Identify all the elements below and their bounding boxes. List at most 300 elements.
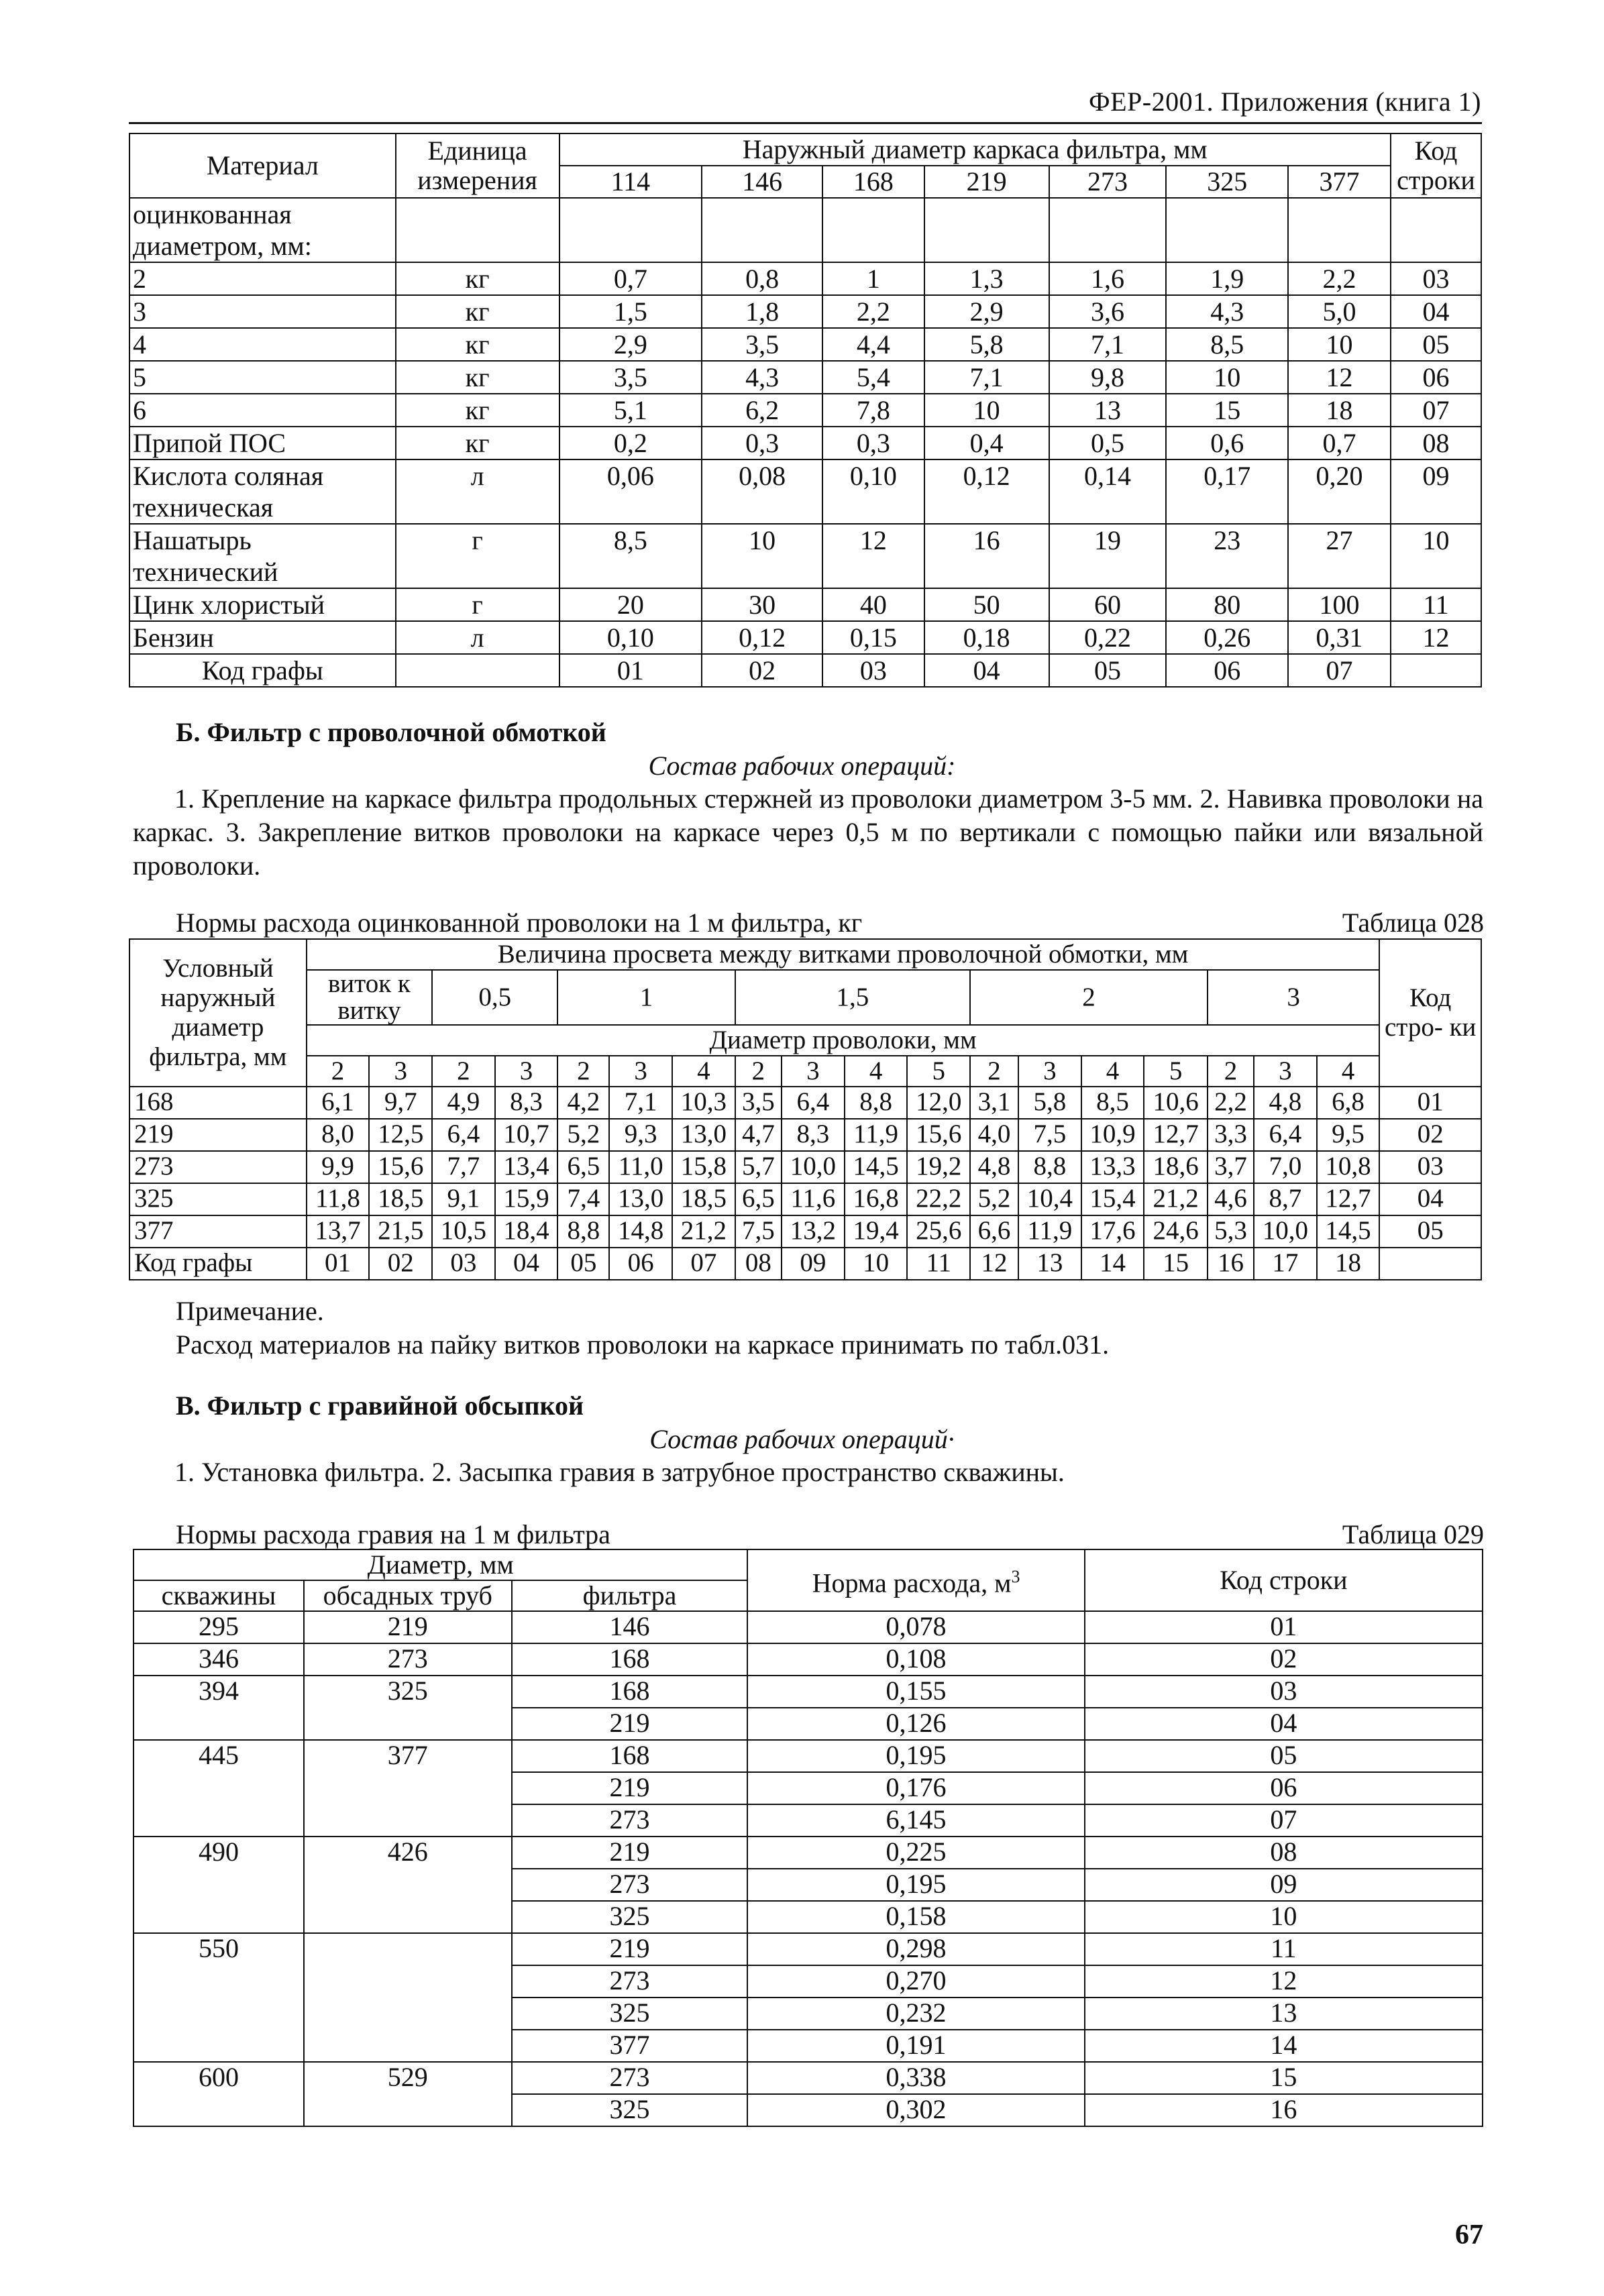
well-cell: 394 xyxy=(133,1676,304,1708)
table-row xyxy=(129,394,1481,427)
value-cell: 4,8 xyxy=(1254,1087,1317,1119)
code-cell: 16 xyxy=(1085,2094,1483,2126)
table-row xyxy=(129,361,1481,394)
unit-cell: кг xyxy=(396,328,559,361)
col-diameter: Диаметр, мм xyxy=(133,1549,747,1580)
value-cell: 17,6 xyxy=(1081,1215,1144,1248)
column-code-cell: 02 xyxy=(702,654,822,687)
table-row xyxy=(133,1837,1483,1869)
value-cell: 18,4 xyxy=(495,1215,558,1248)
column-code-cell: 03 xyxy=(822,654,924,687)
col-filter: фильтра xyxy=(512,1580,748,1611)
value-cell: 60 xyxy=(1049,588,1167,621)
unit-cell: кг xyxy=(396,394,559,427)
gap-header: 3 xyxy=(1208,970,1379,1025)
value-cell: 25,6 xyxy=(907,1215,970,1248)
wire-diameter-header: 4 xyxy=(672,1056,735,1087)
column-code-cell: 02 xyxy=(369,1248,432,1280)
value-cell: 16,8 xyxy=(845,1183,908,1215)
section-v-ops-text: 1. Установка фильтра. 2. Засыпка гравия в затрубное пространство скважины. xyxy=(174,1457,1065,1487)
filter-cell: 168 xyxy=(512,1740,748,1772)
column-code-cell: 03 xyxy=(432,1248,495,1280)
unit-cell: кг xyxy=(396,427,559,459)
col-row-code: Код строки xyxy=(1085,1549,1483,1611)
value-cell: 0,17 xyxy=(1166,459,1288,524)
wire-diameter-header: 3 xyxy=(1254,1056,1317,1087)
material-cell: Цинк хлористый xyxy=(129,588,396,621)
col-wire-diameter: Диаметр проволоки, мм xyxy=(307,1025,1380,1056)
value-cell: 4,2 xyxy=(557,1087,609,1119)
value-cell: 10,6 xyxy=(1144,1087,1208,1119)
col-norm xyxy=(747,1549,1084,1611)
value-cell: 5,7 xyxy=(735,1151,782,1183)
value-cell: 3,3 xyxy=(1208,1119,1254,1151)
code-cell: 04 xyxy=(1085,1708,1483,1740)
footer-label: Код графы xyxy=(129,1248,307,1280)
filter-cell: 219 xyxy=(512,1772,748,1804)
value-cell: 6,1 xyxy=(307,1087,370,1119)
material-cell: 4 xyxy=(129,328,396,361)
value-cell: 12 xyxy=(1288,361,1391,394)
diameter-header: 146 xyxy=(702,166,822,198)
empty-cell xyxy=(396,198,559,262)
value-cell: 10 xyxy=(1288,328,1391,361)
wire-diameter-header: 4 xyxy=(1081,1056,1144,1087)
value-cell: 7,0 xyxy=(1254,1151,1317,1183)
well-cell xyxy=(133,2094,304,2126)
col-row-code: Код стро- ки xyxy=(1379,939,1481,1087)
value-cell: 14,5 xyxy=(845,1151,908,1183)
value-cell: 19 xyxy=(1049,524,1167,588)
table028-note-title: Примечание. xyxy=(176,1296,324,1326)
value-cell: 7,7 xyxy=(432,1151,495,1183)
materials-table-body xyxy=(129,198,1481,687)
diameter-header: 168 xyxy=(822,166,924,198)
value-cell: 0,18 xyxy=(924,621,1049,654)
value-cell: 0,2 xyxy=(559,427,702,459)
footer-label: Код графы xyxy=(129,654,396,687)
table-row xyxy=(129,1119,1481,1151)
filter-cell: 219 xyxy=(512,1708,748,1740)
value-cell: 7,5 xyxy=(1018,1119,1081,1151)
casing-cell xyxy=(304,1933,512,1965)
wire-diameter-header: 5 xyxy=(1144,1056,1208,1087)
value-cell: 3,5 xyxy=(702,328,822,361)
diameter-header: 377 xyxy=(1288,166,1391,198)
page-number: 67 xyxy=(1455,2220,1483,2250)
wire-diameter-header: 2 xyxy=(1208,1056,1254,1087)
diameter-header: 273 xyxy=(1049,166,1167,198)
value-cell: 3,7 xyxy=(1208,1151,1254,1183)
value-cell: 8,3 xyxy=(495,1087,558,1119)
value-cell: 9,8 xyxy=(1049,361,1167,394)
value-cell: 15,6 xyxy=(369,1151,432,1183)
row-code-cell: 09 xyxy=(1391,459,1481,524)
casing-cell xyxy=(304,2094,512,2126)
col-nominal-diameter: Условный наружный диаметр фильтра, мм xyxy=(129,939,307,1087)
material-cell: Бензин xyxy=(129,621,396,654)
norm-cell: 0,195 xyxy=(747,1740,1084,1772)
code-cell: 05 xyxy=(1085,1740,1483,1772)
value-cell: 6,6 xyxy=(970,1215,1018,1248)
value-cell: 9,5 xyxy=(1317,1119,1380,1151)
diameter-cell: 377 xyxy=(129,1215,307,1248)
value-cell: 11,0 xyxy=(609,1151,672,1183)
value-cell: 13,0 xyxy=(609,1183,672,1215)
diameter-header: 219 xyxy=(924,166,1049,198)
norm-cell: 0,232 xyxy=(747,1998,1084,2030)
gap-header-row xyxy=(129,970,1481,1025)
diameter-header: 325 xyxy=(1166,166,1288,198)
diameter-cell: 325 xyxy=(129,1183,307,1215)
value-cell: 0,7 xyxy=(1288,427,1391,459)
value-cell: 21,2 xyxy=(1144,1183,1208,1215)
value-cell: 8,8 xyxy=(557,1215,609,1248)
value-cell: 2,2 xyxy=(822,295,924,328)
casing-cell: 426 xyxy=(304,1837,512,1869)
value-cell: 20 xyxy=(559,588,702,621)
row-code-cell: 07 xyxy=(1391,394,1481,427)
table-row xyxy=(129,262,1481,295)
value-cell: 0,7 xyxy=(559,262,702,295)
value-cell: 12,7 xyxy=(1144,1119,1208,1151)
well-cell xyxy=(133,1804,304,1837)
table-row xyxy=(133,1804,1483,1837)
row-code-cell: 05 xyxy=(1391,328,1481,361)
empty-cell xyxy=(1049,198,1167,262)
table-row xyxy=(133,1869,1483,1901)
table029-number: Таблица 029 xyxy=(1342,1519,1484,1549)
table-row xyxy=(129,459,1481,524)
gap-header: 1 xyxy=(557,970,735,1025)
well-cell xyxy=(133,1965,304,1998)
material-cell: 6 xyxy=(129,394,396,427)
wire-diameter-header: 5 xyxy=(907,1056,970,1087)
value-cell: 13,2 xyxy=(782,1215,845,1248)
value-cell: 8,3 xyxy=(782,1119,845,1151)
value-cell: 5,4 xyxy=(822,361,924,394)
value-cell: 0,20 xyxy=(1288,459,1391,524)
column-code-cell: 16 xyxy=(1208,1248,1254,1280)
value-cell: 14,5 xyxy=(1317,1215,1380,1248)
table-row xyxy=(129,295,1481,328)
value-cell: 6,5 xyxy=(557,1151,609,1183)
column-code-cell: 07 xyxy=(1288,654,1391,687)
value-cell: 50 xyxy=(924,588,1049,621)
wire-diameter-header: 2 xyxy=(307,1056,370,1087)
norm-cell: 0,225 xyxy=(747,1837,1084,1869)
wire-diameter-header: 3 xyxy=(782,1056,845,1087)
column-code-cell: 10 xyxy=(845,1248,908,1280)
casing-cell: 273 xyxy=(304,1643,512,1676)
value-cell: 7,4 xyxy=(557,1183,609,1215)
value-cell: 21,5 xyxy=(369,1215,432,1248)
casing-cell xyxy=(304,1965,512,1998)
well-cell: 600 xyxy=(133,2062,304,2094)
empty-cell xyxy=(702,198,822,262)
value-cell: 6,4 xyxy=(1254,1119,1317,1151)
column-code-cell: 11 xyxy=(907,1248,970,1280)
filter-cell: 325 xyxy=(512,1998,748,2030)
value-cell: 5,1 xyxy=(559,394,702,427)
value-cell: 19,4 xyxy=(845,1215,908,1248)
code-cell: 13 xyxy=(1085,1998,1483,2030)
well-cell: 445 xyxy=(133,1740,304,1772)
diameter-cell: 168 xyxy=(129,1087,307,1119)
value-cell: 1,8 xyxy=(702,295,822,328)
col-material: Материал xyxy=(129,133,396,198)
empty-cell xyxy=(1391,654,1481,687)
value-cell: 80 xyxy=(1166,588,1288,621)
unit-cell: г xyxy=(396,588,559,621)
code-cell: 09 xyxy=(1085,1869,1483,1901)
gravel-norms-table xyxy=(133,1549,1483,2127)
filter-cell: 273 xyxy=(512,2062,748,2094)
wire-norms-body xyxy=(129,1087,1481,1280)
code-cell: 03 xyxy=(1085,1676,1483,1708)
value-cell: 2,9 xyxy=(924,295,1049,328)
wire-diameter-header: 2 xyxy=(432,1056,495,1087)
column-code-cell: 14 xyxy=(1081,1248,1144,1280)
value-cell: 10,5 xyxy=(432,1215,495,1248)
well-cell xyxy=(133,2030,304,2062)
col-norm-label: Норма расхода, м xyxy=(812,1568,1012,1598)
empty-cell xyxy=(1166,198,1288,262)
empty-cell xyxy=(822,198,924,262)
value-cell: 8,7 xyxy=(1254,1183,1317,1215)
table-row xyxy=(133,1933,1483,1965)
section-b-ops-text: 1. Крепление на каркасе фильтра продольных стержней из проволоки диаметром 3-5 мм. 2. Навивка проволоки на каркас. 3. Закрепление витков проволоки на каркасе через 0,5 м по вертикали с помощью пайки или вязальной проволоки. xyxy=(133,783,1483,881)
value-cell: 1 xyxy=(822,262,924,295)
value-cell: 10,9 xyxy=(1081,1119,1144,1151)
wire-diameter-header: 3 xyxy=(1018,1056,1081,1087)
value-cell: 13 xyxy=(1049,394,1167,427)
filter-cell: 168 xyxy=(512,1676,748,1708)
gap-header: 2 xyxy=(970,970,1208,1025)
column-code-cell: 05 xyxy=(1049,654,1167,687)
value-cell: 7,1 xyxy=(609,1087,672,1119)
value-cell: 4,6 xyxy=(1208,1183,1254,1215)
value-cell: 10,0 xyxy=(1254,1215,1317,1248)
row-code-cell: 03 xyxy=(1391,262,1481,295)
column-code-cell: 17 xyxy=(1254,1248,1317,1280)
value-cell: 9,1 xyxy=(432,1183,495,1215)
column-code-cell: 06 xyxy=(609,1248,672,1280)
value-cell: 0,10 xyxy=(559,621,702,654)
value-cell: 18,6 xyxy=(1144,1151,1208,1183)
value-cell: 40 xyxy=(822,588,924,621)
casing-cell: 377 xyxy=(304,1740,512,1772)
row-code-cell: 06 xyxy=(1391,361,1481,394)
well-cell xyxy=(133,1998,304,2030)
value-cell: 3,5 xyxy=(559,361,702,394)
value-cell: 10 xyxy=(1166,361,1288,394)
value-cell: 3,6 xyxy=(1049,295,1167,328)
table-row xyxy=(129,588,1481,621)
casing-cell xyxy=(304,1901,512,1933)
column-code-cell: 04 xyxy=(495,1248,558,1280)
norm-cell: 0,191 xyxy=(747,2030,1084,2062)
value-cell: 4,7 xyxy=(735,1119,782,1151)
value-cell: 9,7 xyxy=(369,1087,432,1119)
section-v-ops-title: Состав рабочих операций· xyxy=(649,1424,955,1454)
gravel-norms-body xyxy=(133,1611,1483,2126)
value-cell: 21,2 xyxy=(672,1215,735,1248)
diameter-cell: 219 xyxy=(129,1119,307,1151)
value-cell: 12,5 xyxy=(369,1119,432,1151)
table-row xyxy=(129,328,1481,361)
value-cell: 4,3 xyxy=(1166,295,1288,328)
column-code-cell: 01 xyxy=(559,654,702,687)
table028-caption: Нормы расхода оцинкованной проволоки на 1 м фильтра, кг xyxy=(176,908,863,938)
col-turn-to-turn: виток к витку xyxy=(307,970,432,1025)
norm-cell: 6,145 xyxy=(747,1804,1084,1837)
unit-cell: кг xyxy=(396,262,559,295)
value-cell: 0,4 xyxy=(924,427,1049,459)
material-cell: 3 xyxy=(129,295,396,328)
unit-cell: г xyxy=(396,524,559,588)
value-cell: 6,2 xyxy=(702,394,822,427)
table029-caption: Нормы расхода гравия на 1 м фильтра xyxy=(176,1519,610,1549)
table-row xyxy=(129,621,1481,654)
table-row xyxy=(133,1772,1483,1804)
filter-cell: 325 xyxy=(512,2094,748,2126)
code-cell: 06 xyxy=(1085,1772,1483,1804)
filter-cell: 273 xyxy=(512,1869,748,1901)
table-footer-row xyxy=(129,654,1481,687)
unit-cell: кг xyxy=(396,295,559,328)
table029-caption-row xyxy=(176,1519,1484,1550)
well-cell xyxy=(133,1708,304,1740)
unit-cell: л xyxy=(396,621,559,654)
casing-cell: 529 xyxy=(304,2062,512,2094)
table-row xyxy=(129,1215,1481,1248)
column-code-cell: 13 xyxy=(1018,1248,1081,1280)
wire-norms-table xyxy=(129,938,1482,1280)
casing-cell xyxy=(304,1869,512,1901)
norm-cell: 0,108 xyxy=(747,1643,1084,1676)
value-cell: 8,5 xyxy=(1166,328,1288,361)
value-cell: 0,12 xyxy=(702,621,822,654)
value-cell: 10 xyxy=(924,394,1049,427)
table028-caption-row xyxy=(176,907,1484,938)
well-cell: 550 xyxy=(133,1933,304,1965)
norm-cell: 0,078 xyxy=(747,1611,1084,1643)
value-cell: 8,8 xyxy=(1018,1151,1081,1183)
value-cell: 9,9 xyxy=(307,1151,370,1183)
value-cell: 6,5 xyxy=(735,1183,782,1215)
wire-diameter-header: 4 xyxy=(845,1056,908,1087)
column-code-cell: 05 xyxy=(557,1248,609,1280)
column-code-cell: 06 xyxy=(1166,654,1288,687)
column-code-cell: 18 xyxy=(1317,1248,1380,1280)
table-row xyxy=(133,1740,1483,1772)
value-cell: 15,6 xyxy=(907,1119,970,1151)
table-row xyxy=(129,524,1481,588)
table028-number: Таблица 028 xyxy=(1342,908,1484,938)
value-cell: 15,8 xyxy=(672,1151,735,1183)
col-norm-sup: 3 xyxy=(1011,1567,1020,1587)
code-cell: 14 xyxy=(1085,2030,1483,2062)
row-code-cell: 11 xyxy=(1391,588,1481,621)
value-cell: 0,26 xyxy=(1166,621,1288,654)
value-cell: 0,08 xyxy=(702,459,822,524)
table-row xyxy=(129,1087,1481,1119)
norm-cell: 0,298 xyxy=(747,1933,1084,1965)
value-cell: 0,14 xyxy=(1049,459,1167,524)
gap-header: 0,5 xyxy=(432,970,557,1025)
norm-cell: 0,270 xyxy=(747,1965,1084,1998)
value-cell: 10,8 xyxy=(1317,1151,1380,1183)
wire-diameter-header: 3 xyxy=(495,1056,558,1087)
page-header-title: ФЕР-2001. Приложения (книга 1) xyxy=(1089,87,1481,117)
value-cell: 5,8 xyxy=(1018,1087,1081,1119)
filter-cell: 219 xyxy=(512,1933,748,1965)
row-code-cell: 12 xyxy=(1391,621,1481,654)
diameter-header: 114 xyxy=(559,166,702,198)
value-cell: 100 xyxy=(1288,588,1391,621)
value-cell: 0,5 xyxy=(1049,427,1167,459)
value-cell: 19,2 xyxy=(907,1151,970,1183)
filter-cell: 219 xyxy=(512,1837,748,1869)
norm-cell: 0,302 xyxy=(747,2094,1084,2126)
well-cell: 346 xyxy=(133,1643,304,1676)
table-row xyxy=(133,1643,1483,1676)
table-row xyxy=(133,1708,1483,1740)
norm-cell: 0,338 xyxy=(747,2062,1084,2094)
materials-table xyxy=(129,133,1482,688)
row-code-cell: 01 xyxy=(1379,1087,1481,1119)
casing-cell xyxy=(304,1804,512,1837)
material-cell: Припой ПОС xyxy=(129,427,396,459)
unit-cell: л xyxy=(396,459,559,524)
col-row-code: Код строки xyxy=(1391,133,1481,198)
filter-cell: 377 xyxy=(512,2030,748,2062)
value-cell: 7,1 xyxy=(924,361,1049,394)
value-cell: 4,8 xyxy=(970,1151,1018,1183)
value-cell: 12 xyxy=(822,524,924,588)
value-cell: 0,6 xyxy=(1166,427,1288,459)
value-cell: 0,10 xyxy=(822,459,924,524)
code-cell: 02 xyxy=(1085,1643,1483,1676)
value-cell: 4,3 xyxy=(702,361,822,394)
value-cell: 0,06 xyxy=(559,459,702,524)
column-code-cell: 01 xyxy=(307,1248,370,1280)
row-code-cell: 05 xyxy=(1379,1215,1481,1248)
table-row xyxy=(133,2062,1483,2094)
value-cell: 1,9 xyxy=(1166,262,1288,295)
row-code-cell: 10 xyxy=(1391,524,1481,588)
empty-cell xyxy=(924,198,1049,262)
row-code-cell: 04 xyxy=(1391,295,1481,328)
table028-note-text: Расход материалов на пайку витков проволоки на каркасе принимать по табл.031. xyxy=(176,1329,1110,1360)
value-cell: 2,2 xyxy=(1208,1087,1254,1119)
table-row xyxy=(129,1151,1481,1183)
norm-cell: 0,195 xyxy=(747,1869,1084,1901)
table-row xyxy=(129,427,1481,459)
value-cell: 7,1 xyxy=(1049,328,1167,361)
col-unit: Единица измерения xyxy=(396,133,559,198)
value-cell: 13,4 xyxy=(495,1151,558,1183)
value-cell: 24,6 xyxy=(1144,1215,1208,1248)
material-cell: Нашатырь технический xyxy=(129,524,396,588)
value-cell: 0,3 xyxy=(702,427,822,459)
value-cell: 4,4 xyxy=(822,328,924,361)
value-cell: 10,7 xyxy=(495,1119,558,1151)
value-cell: 8,8 xyxy=(845,1087,908,1119)
empty-cell xyxy=(1379,1248,1481,1280)
value-cell: 8,5 xyxy=(559,524,702,588)
